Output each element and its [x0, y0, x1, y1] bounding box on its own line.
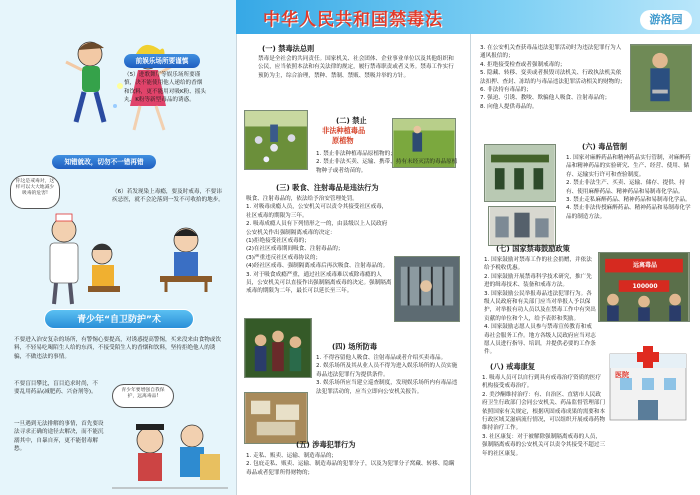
youth-self-defense-banner: 青少年“自卫防护”术	[44, 309, 194, 329]
section-text-8: 1. 吸毒人员可以自行到具有戒毒治疗资质的医疗机构接受戒毒治疗。 2. 美沙酮维持治疗：有、自治区、直辖市人民政府卫生行政部门会同公安机关、药品监督管理部门依照国家有关规定，根据巩固戒毒成果的需要和本行政区域艾滋病流行情况，可以组织开展戒毒药物维持治疗工作。 3. 社区康复：对于被解除强制隔离戒毒的人员，强制隔离戒毒的公安机关可以责令其接受不超过三年的社区康复。	[482, 375, 606, 457]
handcuffed-suspect-photo	[630, 44, 692, 112]
worried-man-cartoon-illustration	[150, 220, 222, 294]
section-text-6: 1. 国家对麻醉药品和精神药品实行管制，对麻醉药品和精神药品的实验研究、生产、经营、使用、储存、运输实行许可和查验制度。 2. 禁止非法生产、买卖、运输、储存、提供、持有、使用麻醉药品、精神药品和易制毒化学品。 3. 禁止走私麻醉药品、精神药品和易制毒化学品。 4. 禁止非法传授麻醉药品、精神药品和易制毒化学品的制造方法。	[566, 155, 691, 220]
section-text-1: 禁毒是全社会的共同责任。国家机关、社会团体、企业事业单位以及其他组织和公民，应当依照本法和有关法律的规定，履行禁毒职责或者义务。禁毒工作实行预防为主，综合治理，禁种、禁制、禁贩、禁吸并举的方针。	[258, 56, 454, 79]
page-title: 中华人民共和国禁毒法	[263, 10, 443, 30]
section-heading-5: (五) 涉毒犯罪行为	[296, 440, 356, 449]
paragraph-5: （5）进歌舞厅等娱乐场所要谨慎，决不能使用他人递给的香烟和饮料，更不能用对吸K粉、摇头丸、K粉等新型毒品的诱惑。	[124, 72, 206, 104]
lab-equipment-photo	[488, 206, 556, 246]
section-heading-8: (八) 戒毒康复	[490, 362, 536, 371]
paragraph-b: 不要盲目攀比，盲目追求时尚，不要乱用药品(减肥药、兴奋剂等)。	[14, 381, 98, 396]
section-text-2: 1. 禁止非法种植毒品原植物的； 2. 禁止非法买卖、运输、携带、持有未经灭活的毒品原植物种子或者幼苗的。	[316, 151, 458, 174]
speech-bubble-1: 你这是戒毒对，这样可以大大地减少吸毒的危害!	[10, 175, 60, 209]
section-heading-7: (七) 国家禁毒鼓励政策	[496, 244, 570, 253]
left-panel	[0, 0, 236, 495]
paragraph-6: （6）若发现染上毒瘾，要及时戒毒，不要讳疾忌医，就不会沦落到一发不可收拾的地步。	[112, 189, 224, 204]
rally-banner-text: 远离毒品	[632, 262, 657, 269]
speech-bubble-2: 青少年要增强自我保护，远离毒品!	[112, 384, 174, 408]
nightclub-crowd-photo	[244, 318, 312, 378]
banner-badge: 游洛园	[640, 10, 692, 30]
police-confiscation-photo	[484, 144, 556, 202]
section-text-5-continued: 3. 在公安机关查获毒品违法犯罪活动时为违法犯罪行为人通风报信的； 4. 拒绝接受检查或者强制戒毒的； 5. 隐藏、转移、变卖或者损毁司法机关、行政执法机关依法扣押、查封、冻结的与毒品违法犯罪活动相关的财物的； 6. 非法持有毒品的； 7. 强迫、引诱、教唆、欺骗他人吸食、注射毒品的； 8. 向他人提供毒品的。	[480, 45, 626, 110]
section-heading-2a: (二) 禁止	[336, 116, 367, 125]
section-heading-3: (三) 吸食、注射毒品是违法行为	[276, 183, 379, 192]
section-text-5: 1. 走私、贩卖、运输、制造毒品的； 2. 包庇走私、贩卖、运输、制造毒品的犯罪分子，以及为犯罪分子窝藏、转移、隐瞒毒品或者犯罪所得财物的；	[246, 453, 455, 476]
poppy-field-photo	[244, 110, 308, 170]
detention-center-photo	[394, 256, 460, 322]
section-text-4: 1. 不得容留他人吸食、注射毒品或者介绍买卖毒品。 2. 娱乐场所及其从业人员不得为进入娱乐场所的人员实施毒品违法犯罪行为提供条件。 3. 娱乐场所应当建立巡查制度，发现娱乐场所内有毒品违法犯罪活动的，应当立即向公安机关报告。	[316, 355, 458, 395]
hospital-sign: 医院	[615, 371, 629, 379]
section-heading-2b: 非法种植毒品	[322, 126, 366, 135]
fold-line-2	[470, 0, 471, 495]
hospital-photo	[606, 344, 690, 426]
pill-correct-mistakes: 知错就改，切勿不一错再错	[52, 155, 156, 169]
paragraph-a: 不要进入治安复杂的场所，有警惕心要提高，对诱惑提高警惕，买来没来由食物或饮料，不轻易吃喝陌生人给的东西，不接受陌生人的香烟和饮料，坚持拒绝他人的诱骗，不做违法的事情。	[14, 337, 221, 360]
rally-sign-number: 100000	[632, 283, 658, 290]
section-heading-4: (四) 场所防毒	[332, 342, 378, 351]
anti-drug-rally-photo	[598, 252, 690, 322]
drug-seizure-photo	[244, 392, 308, 444]
section-text-3: 吸食、注射毒品的，依法给予治安管理处罚。 1. 对吸毒成瘾人员，公安机关可以责令其接受社区戒毒，社区戒毒的期限为三年。 2. 吸毒成瘾人员有下列情形之一的，由县级以上人民政府公安机关作出强制隔离戒毒的决定： (1)拒绝接受社区戒毒的； (2)在社区戒毒期间吸食、注射毒品的； (3)严重违反社区戒毒协议的； (4)经社区戒毒、强制隔离戒毒后再次吸食、注射毒品的。 3. 对于吸食成瘾严重，通过社区戒毒难以戒除毒瘾的人员，公安机关可以直接作出强制隔离戒毒的决定。强制隔离戒毒的期限为二年，最长可以延长至三年。	[246, 196, 392, 295]
section-heading-1: (一) 禁毒法总则	[262, 44, 315, 53]
students-cartoon-illustration	[112, 410, 228, 490]
fold-line-1	[236, 0, 237, 495]
doctor-cartoon-illustration	[36, 210, 126, 306]
section-text-7: 1. 国家鼓励对禁毒工作的社会捐赠，并依法给予税收优惠。 2. 国家鼓励开展禁毒科学技术研究，推广先进的缉毒技术、装备和戒毒方法。 3. 国家鼓励公民举报毒品违法犯罪行为。各级人民政府和有关部门应当对举报人予以保护，对举报有功人员以及在禁毒工作中有突出贡献的单位和个人，给予表彰和奖励。 4. 国家鼓励志愿人员参与禁毒宣传教育和戒毒社会服务工作。地方各级人民政府应当对志愿人员进行指导、培训，并提供必要的工作条件。	[484, 257, 596, 356]
section-heading-2c: 原植物	[332, 136, 354, 145]
pill-entertainment-caution: 前娱乐场所要谨慎	[124, 54, 200, 68]
paragraph-c: 一旦遇到无法排解的事情，首先要设法寻求正确的途径去解决，而不能沉溺其中，自暴自弃，更不能借毒解愁。	[14, 421, 104, 453]
section-heading-6: (六) 毒品管制	[582, 142, 628, 151]
